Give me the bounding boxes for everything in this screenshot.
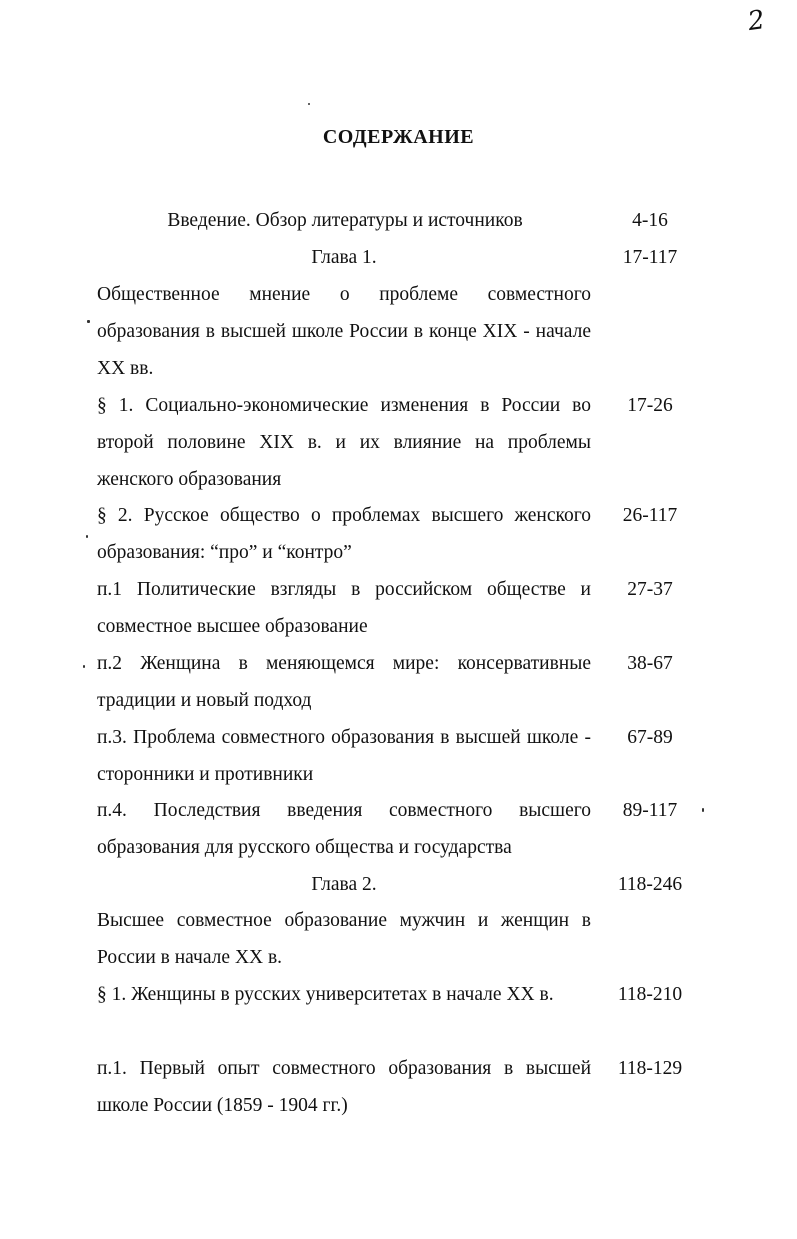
toc-entry-pages: 118-210 <box>617 984 683 1005</box>
toc-entry-pages: 89-117 <box>622 800 678 821</box>
toc-entry-text: § 1. Социально-экономические изменения в России во второй половине XIX в. и их влияние на проблемы женского образования <box>97 395 591 490</box>
toc-entry-text: Общественное мнение о проблеме совместного образования в высшей школе России в конце XIX - начале XX вв. <box>97 284 591 379</box>
toc-entry-text: § 1. Женщины в русских университетах в начале XX в. <box>97 984 554 1005</box>
toc-entry-pages: 118-129 <box>617 1058 683 1079</box>
toc-entry-pages: 17-117 <box>622 247 678 268</box>
toc-entry-text: Глава 1. <box>311 247 377 268</box>
page-title: СОДЕРЖАНИЕ <box>322 126 475 148</box>
scan-speck <box>87 320 90 323</box>
toc-entry-pages: 27-37 <box>627 579 673 600</box>
toc-entry-text: п.1 Политические взгляды в российском обществе и совместное высшее образование <box>97 579 591 637</box>
toc-entry-pages: 38-67 <box>627 653 673 674</box>
scan-speck <box>702 808 704 812</box>
toc-entry-pages: 67-89 <box>627 727 673 748</box>
toc-entry-pages: 4-16 <box>632 210 668 231</box>
toc-entry-text: п.1. Первый опыт совместного образования в высшей школе России (1859 - 1904 гг.) <box>97 1058 591 1116</box>
toc-entry-pages: 26-117 <box>622 505 678 526</box>
scan-speck <box>86 535 88 538</box>
toc-entry-text: п.2 Женщина в меняющемся мире: консервативные традиции и новый подход <box>97 653 591 711</box>
scan-speck <box>308 103 310 105</box>
toc-entry-text: Глава 2. <box>311 874 377 895</box>
toc-entry-text: Введение. Обзор литературы и источников <box>167 210 523 231</box>
toc-entry-text: п.4. Последствия введения совместного высшего образования для русского общества и государства <box>97 800 591 858</box>
page-number: 2 <box>745 4 767 38</box>
toc-entry-pages: 17-26 <box>627 395 673 416</box>
toc-entry-text: Высшее совместное образование мужчин и женщин в России в начале XX в. <box>97 910 591 968</box>
scan-speck <box>83 665 85 668</box>
toc-entry-text: § 2. Русское общество о проблемах высшего женского образования: “про” и “контро” <box>97 505 591 563</box>
toc-entry-text: п.3. Проблема совместного образования в высшей школе - сторонники и противники <box>97 727 591 785</box>
toc-entry-pages: 118-246 <box>617 874 683 895</box>
